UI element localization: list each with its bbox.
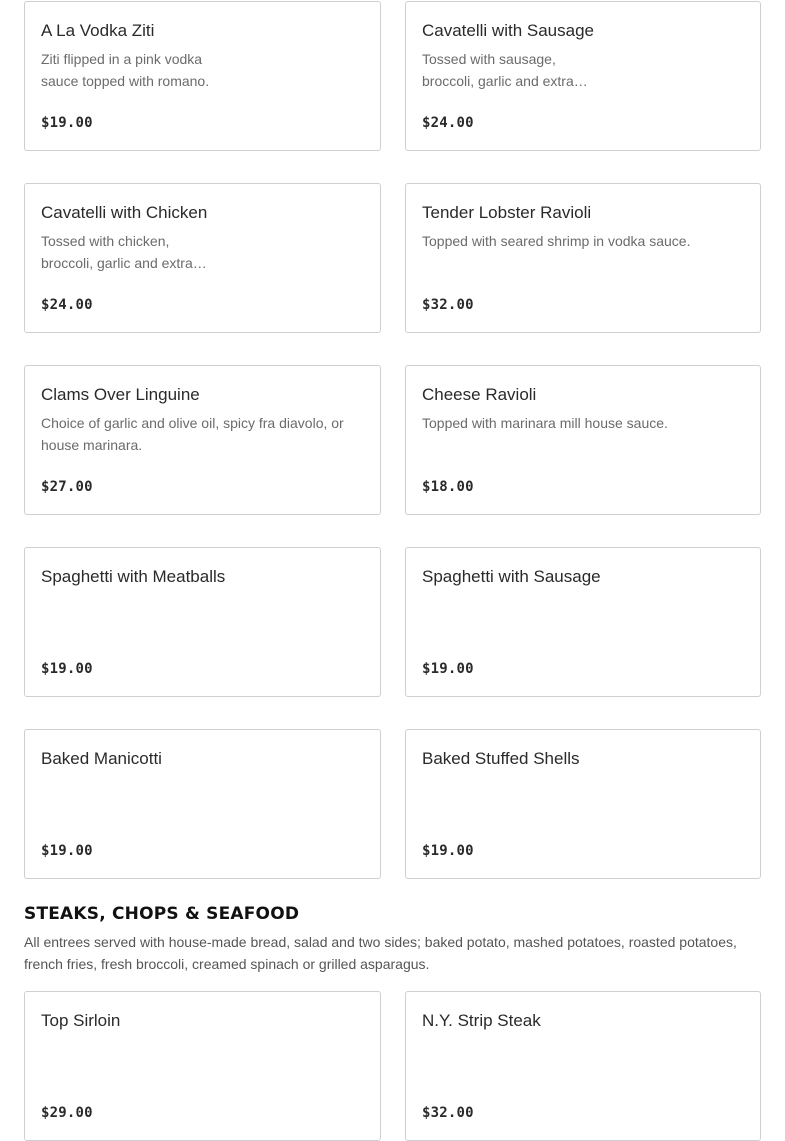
menu-item-name: Cavatelli with Chicken bbox=[41, 203, 208, 222]
menu-item-price: $19.00 bbox=[422, 843, 474, 859]
menu-item-name: Cheese Ravioli bbox=[422, 385, 537, 404]
menu-item-name: Spaghetti with Meatballs bbox=[41, 567, 226, 586]
menu-item-description: Topped with seared shrimp in vodka sauce. bbox=[422, 233, 691, 249]
menu-item-price: $32.00 bbox=[422, 1105, 474, 1121]
menu-item-price: $19.00 bbox=[41, 843, 93, 859]
menu-item-card[interactable] bbox=[24, 183, 381, 333]
menu-item-name: A La Vodka Ziti bbox=[41, 21, 155, 40]
menu-item-card[interactable] bbox=[24, 365, 381, 515]
menu-item-description: Tossed with chicken, broccoli, garlic and extra… bbox=[41, 233, 207, 271]
steaks-section-header bbox=[24, 903, 761, 975]
menu-item-name: Top Sirloin bbox=[41, 1011, 121, 1030]
menu-item-description: Tossed with sausage, broccoli, garlic and extra… bbox=[422, 51, 588, 89]
menu-item-card[interactable] bbox=[405, 547, 761, 697]
menu-item-name: Tender Lobster Ravioli bbox=[422, 203, 592, 222]
menu-item-price: $19.00 bbox=[41, 115, 93, 131]
menu-item-card[interactable] bbox=[24, 991, 381, 1141]
section-title: STEAKS, CHOPS & SEAFOOD bbox=[24, 904, 300, 924]
menu-item-price: $18.00 bbox=[422, 479, 474, 495]
menu-item-card[interactable] bbox=[24, 1, 381, 151]
menu-item-price: $24.00 bbox=[41, 297, 93, 313]
menu-item-price: $24.00 bbox=[422, 115, 474, 131]
menu-item-description: Choice of garlic and olive oil, spicy fra diavolo, or house marinara. bbox=[41, 415, 344, 453]
menu-item-price: $19.00 bbox=[41, 661, 93, 677]
menu-item-card[interactable] bbox=[405, 729, 761, 879]
menu-item-price: $29.00 bbox=[41, 1105, 93, 1121]
menu-item-name: Baked Stuffed Shells bbox=[422, 749, 580, 768]
menu-item-card[interactable] bbox=[405, 183, 761, 333]
menu-item-name: Spaghetti with Sausage bbox=[422, 567, 601, 586]
menu-item-card[interactable] bbox=[405, 1, 761, 151]
menu-item-name: Baked Manicotti bbox=[41, 749, 162, 768]
pasta-menu-grid bbox=[24, 1, 785, 879]
menu-item-card[interactable] bbox=[24, 547, 381, 697]
steaks-menu-grid bbox=[24, 991, 785, 1141]
menu-item-description: Ziti flipped in a pink vodka sauce topped with romano. bbox=[41, 51, 210, 89]
menu-item-price: $19.00 bbox=[422, 661, 474, 677]
menu-item-card[interactable] bbox=[405, 991, 761, 1141]
menu-item-price: $27.00 bbox=[41, 479, 93, 495]
menu-item-name: Clams Over Linguine bbox=[41, 385, 200, 404]
section-description: All entrees served with house-made bread, salad and two sides; baked potato, mashed potatoes, roasted potatoes, french fries, fresh broccoli, creamed spinach or grilled asparagus. bbox=[24, 934, 737, 972]
menu-item-card[interactable] bbox=[405, 365, 761, 515]
menu-item-card[interactable] bbox=[24, 729, 381, 879]
menu-item-price: $32.00 bbox=[422, 297, 474, 313]
menu-item-description: Topped with marinara mill house sauce. bbox=[422, 415, 668, 431]
menu-item-name: Cavatelli with Sausage bbox=[422, 21, 594, 40]
menu-item-name: N.Y. Strip Steak bbox=[422, 1011, 541, 1030]
